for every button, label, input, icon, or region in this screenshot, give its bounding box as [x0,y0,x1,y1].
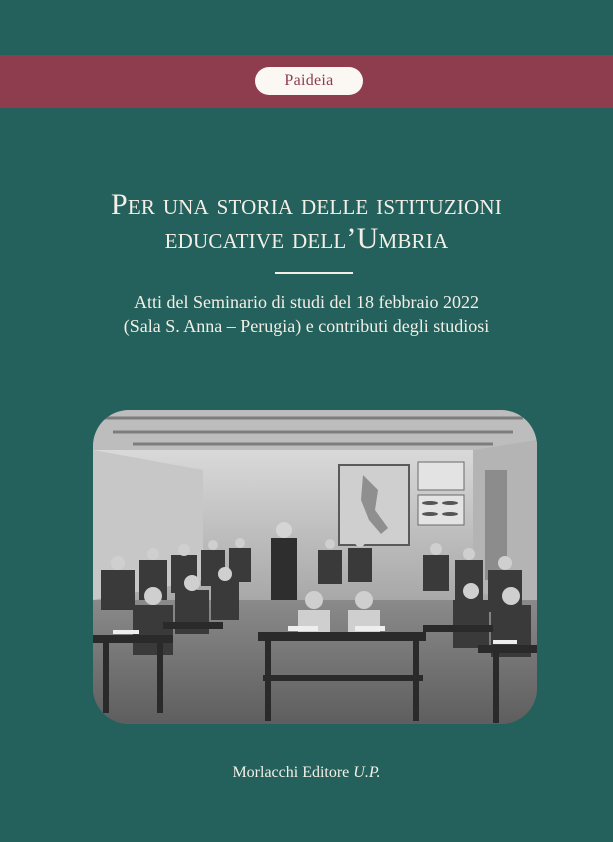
publisher-suffix: U.P. [353,764,381,781]
publisher-name: Morlacchi Editore [232,764,350,781]
publisher [0,763,613,783]
subtitle-line-2: (Sala S. Anna – Perugia) e contributi degli studiosi [123,316,490,336]
classroom-photo-illustration [93,410,537,724]
series-label: Paideia [255,67,363,95]
title-line-1: Per una storia delle istituzioni [111,188,502,221]
subtitle-line-1: Atti del Seminario di studi del 18 febbraio 2022 [134,292,479,312]
title-line-2: educative dell’Umbria [164,222,449,255]
title-divider [275,272,353,274]
book-subtitle [0,290,613,338]
book-title [0,188,613,256]
series-band [0,55,613,108]
cover-photo [93,410,537,724]
